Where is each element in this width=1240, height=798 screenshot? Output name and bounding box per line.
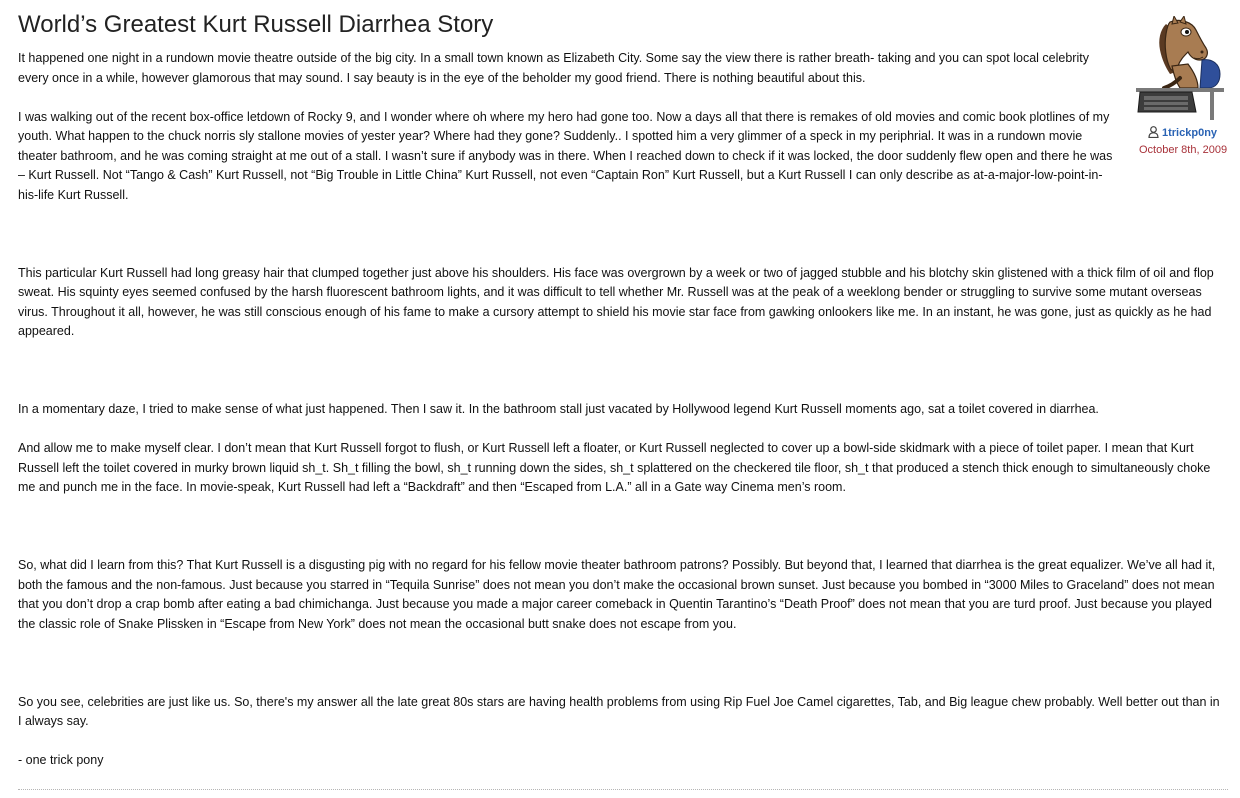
post-title: World’s Greatest Kurt Russell Diarrhea Story <box>18 11 494 38</box>
story-paragraph: This particular Kurt Russell had long greasy hair that clumped together just above his shoulders. His face was overgrown by a week or two of jagged stubble and his blotchy skin glistened with a thick film of oil and flop sweat. His squinty eyes seemed confused by the harsh fluorescent bathroom lights, and it was difficult to tell whether Mr. Russell was at the peak of a weeklong bender or struggling to survive some mutant overseas virus. Throughout it all, however, he was still conscious enough of his fame to make a cursory attempt to shield his movie star face from gawking onlookers like me. In an instant, he was gone, just as quickly as he had appeared. <box>18 265 1214 338</box>
post-body <box>18 49 1228 771</box>
story-paragraph: In a momentary daze, I tried to make sense of what just happened. Then I saw it. In the bathroom stall just vacated by Hollywood legend Kurt Russell moments ago, sat a toilet covered in diarrhea. <box>18 402 1099 416</box>
author-name: 1trickp0ny <box>1162 127 1218 139</box>
bottom-divider <box>18 789 1228 790</box>
story-paragraph: And allow me to make myself clear. I don’t mean that Kurt Russell forgot to flush, or Kurt Russell left a floater, or Kurt Russell neglected to cover up a bowl-side skidmark with a piece of toilet paper. I mean that Kurt Russell left the toilet covered in murky brown liquid sh_t. Sh_t filling the bowl, sh_t running down the sides, sh_t splattered on the checkered tile floor, sh_t that produced a stench thick enough to simultaneously choke me and punch me in the face. In movie-speak, Kurt Russell had left a “Backdraft” and then “Escaped from L.A.” all in a Gate way Cinema men’s room. <box>18 441 1211 494</box>
post-date: October 8th, 2009 <box>1139 144 1228 156</box>
story-paragraph: So, what did I learn from this? That Kurt Russell is a disgusting pig with no regard for his fellow movie theater bathroom patrons? Possibly. But beyond that, I learned that diarrhea is the great equalizer. We’ve all had it, both the famous and the non-famous. Just because you starred in “Tequila Sunrise” does not mean you don’t make the occasional brown sunset. Just because you bombed in “3000 Miles to Graceland” does not mean that you don’t drop a crap bomb after eating a bad chimichanga. Just because you made a major career comeback in Quentin Tarantino’s “Death Proof” does not mean that you are turd proof. Just because you played the classic role of Snake Plissken in “Escape from New York” does not mean the occasional butt snake does not escape from you. <box>18 558 1216 631</box>
story-paragraph: It happened one night in a rundown movie theatre outside of the big city. In a small town known as Elizabeth City. Some say the view there is rather breath- taking and you can spot local celebrity every once in a while, however glamorous that may sound. I say beauty is in the eye of the beholder my good friend. There is nothing beautiful about this. <box>18 51 1089 85</box>
story-paragraph: I was walking out of the recent box-office letdown of Rocky 9, and I wonder where oh where my hero had gone too. Now a days all that there is remakes of old movies and comic book plotlines of my youth. What happen to the chuck norris sly stallone movies of yester year? Where had they gone? Suddenly.. I spotted him a very glimmer of a speck in my periphrial. It was in a rundown movie theater bathroom, and he was coming straight at me out of a stall. I wasn’t sure if anybody was in there. When I reached down to check if it was locked, the door suddenly flew open and there he was – Kurt Russell. Not “Tango & Cash” Kurt Russell, not “Big Trouble in Little China” Kurt Russell, not even “Captain Ron” Kurt Russell, but a Kurt Russell I can only describe as at-a-major-low-point-in-his-life Kurt Russell. <box>18 109 1113 202</box>
signature: - one trick pony <box>18 753 104 767</box>
story-paragraph: So you see, celebrities are just like us. So, there's my answer all the late great 80s stars are having health problems from using Rip Fuel Joe Camel cigarettes, Tab, and Big league chew probably. Well better out than in I always say. <box>18 694 1220 728</box>
